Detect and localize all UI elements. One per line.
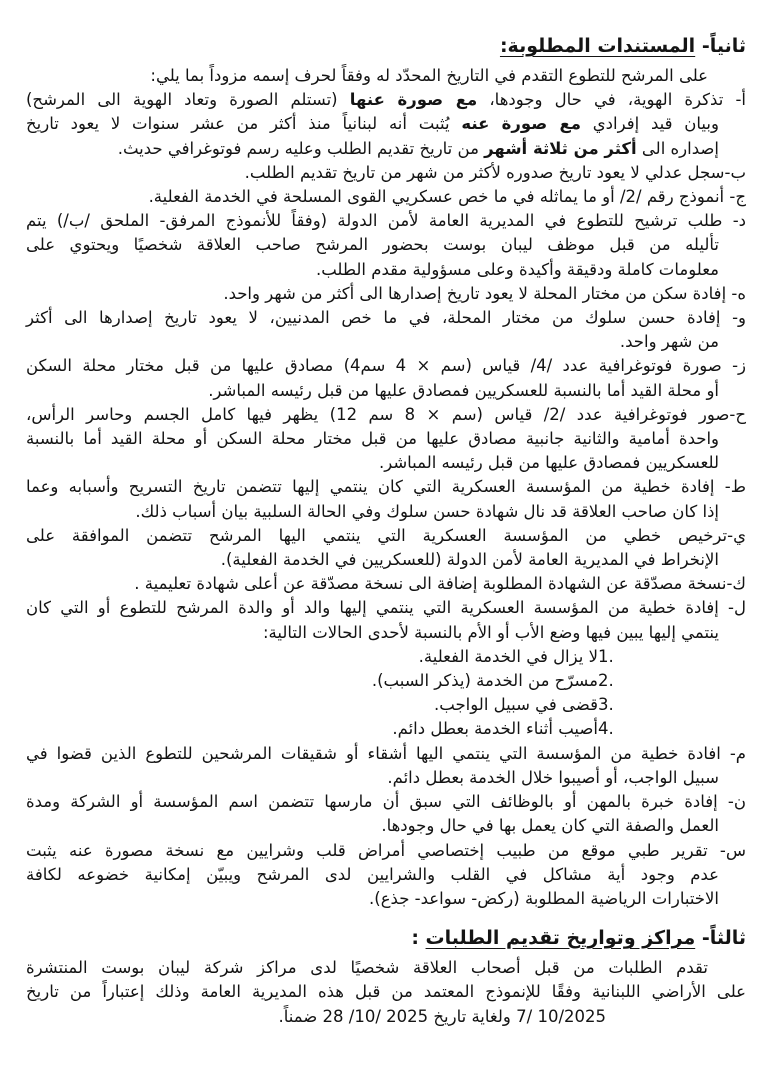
text-segment: إصداره الى: [636, 138, 719, 158]
text-segment: الاختبارات الرياضية المطلوبة (ركض- سواعد- جذع).: [369, 888, 719, 908]
text-segment: على الأراضي اللبنانية وفقًا للإنموذج المعتمد من قبل هذه المديرية العامة وذلك إعتباراً من تاريخ: [26, 982, 746, 1002]
doc-line: [26, 524, 746, 548]
section-three-heading-prefix: ثالثاً-: [695, 927, 746, 950]
text-segment: ينتمي إليها يبين فيها وضع الأب أو الأم بالنسبة لأحدى الحالات التالية:: [262, 622, 719, 642]
doc-line: [26, 282, 746, 306]
doc-line: [26, 621, 746, 645]
text-segment: ولغاية تاريخ: [428, 1006, 517, 1026]
text-segment: الإنخراط في المديرية العامة لأمن الدولة (للعسكريين في الخدمة الفعلية).: [220, 550, 719, 570]
text-segment: ط- إفادة خطية من المؤسسة العسكرية التي كان ينتمي إليها تتضمن تاريخ التسريح وأسبابه وعما: [26, 477, 746, 497]
text-segment: قضى في سبيل الواجب.: [434, 695, 598, 715]
text-segment: واحدة أمامية والثانية جانبية مصادق عليها من قبل مختار محلة السكن أو محلة القيد أما بالنسبة: [26, 429, 719, 449]
text-segment: ي-ترخيص خطي من المؤسسة العسكرية التي ينتمي اليها المرشح تتضمن الموافقة على: [26, 525, 746, 545]
doc-line: [26, 693, 746, 717]
text-segment: ك-نسخة مصدّقة عن الشهادة المطلوبة إضافة الى نسخة مصدّقة عن أعلى شهادة تعليمية .: [134, 574, 746, 594]
text-segment: ه- إفادة سكن من مختار المحلة لا يعود تاريخ إصدارها الى أكثر من شهر واحد.: [223, 283, 746, 303]
text-segment: وبيان قيد إفرادي: [580, 114, 719, 134]
text-segment: ) مصادق عليها من قبل مختار محلة السكن: [26, 356, 351, 376]
doc-line: [26, 330, 746, 354]
doc-line: [26, 451, 746, 475]
text-segment: يُثبت أنه لبنانياً منذ أكثر من عشر سنوات لا يعود تاريخ: [26, 114, 462, 134]
doc-line: [26, 669, 746, 693]
doc-line: [26, 717, 746, 741]
text-segment: أ- تذكرة الهوية، في حال وجودها،: [477, 90, 746, 110]
section-three-heading: [26, 925, 746, 951]
doc-line: [26, 956, 746, 980]
text-segment: تأليله من قبل موظف ليبان بوست بحضور المرشح صاحب العلاقة شخصيًا ويحتوي على: [26, 235, 719, 255]
doc-line: [26, 790, 746, 814]
inline-number: 3.: [598, 695, 619, 715]
doc-line: [26, 64, 746, 88]
doc-line: [26, 306, 746, 330]
doc-line: [26, 887, 746, 911]
text-segment: ب-سجل عدلي لا يعود تاريخ صدوره لأكثر من شهر من تاريخ تقديم الطلب.: [244, 162, 746, 182]
inline-number: 7/ 10/2025: [516, 1006, 606, 1026]
doc-line: [26, 548, 746, 572]
doc-line: [26, 161, 746, 185]
text-segment: أصيب أثناء الخدمة بعطل دائم.: [392, 719, 598, 739]
doc-line: [26, 596, 746, 620]
text-segment: سبيل الواجب، أو أصيبوا خلال الخدمة بعطل دائم.: [387, 767, 719, 787]
text-segment: ل- إفادة خطية من المؤسسة العسكرية التي ينتمي إليها والد أو والدة المرشح للتطوع أو التي كان: [26, 598, 746, 618]
text-segment: ) يظهر فيها كامل الجسم وحاسر الرأس،: [26, 404, 337, 424]
text-segment: ج- أنموذج رقم /2/ أو ما يماثله في ما خص عسكريي القوى المسلحة في الخدمة الفعلية.: [148, 187, 746, 207]
text-segment: م- افادة خطية من المؤسسة التي ينتمي اليها أشقاء أو شقيقات المرشحين للتطوع الذين قضوا في: [26, 743, 746, 763]
text-segment: ضمناً.: [278, 1006, 323, 1026]
text-segment: س- تقرير طبي موقع من طبيب إختصاصي أمراض قلب وشرايين مع نسخة مصورة عنه يثبت: [26, 840, 746, 860]
doc-line: [26, 137, 746, 161]
doc-line: [26, 1005, 746, 1029]
text-segment: على المرشح للتطوع التقدم في التاريخ المحدّد له وفقاً لحرف إسمه مزوداً بما يلي:: [150, 66, 708, 85]
text-segment: مع صورة عنها: [349, 90, 478, 110]
section-two-heading: [26, 33, 746, 59]
text-segment: معلومات كاملة ودقيقة وأكيدة وعلى مسؤولية مقدم الطلب.: [315, 259, 719, 279]
inline-number: 1.: [598, 646, 619, 666]
text-segment: مع صورة عنه: [461, 114, 581, 134]
doc-line: [26, 814, 746, 838]
text-segment: أكثر من ثلاثة أشهر: [484, 138, 637, 158]
doc-line: [26, 209, 746, 233]
text-segment: أو محلة القيد أما بالنسبة للعسكريين فمصادق عليها من قبل رئيسه المباشر.: [208, 380, 719, 400]
doc-line: [26, 233, 746, 257]
section-two-heading-title: المستندات المطلوبة:: [499, 35, 696, 57]
text-segment: للعسكريين فمصادق عليها من قبل رئيسه المباشر.: [378, 453, 719, 473]
text-segment: ح-صور فوتوغرافية عدد /2/ قياس (: [476, 404, 746, 424]
section-three-heading-colon: :: [411, 927, 426, 950]
doc-line: [26, 403, 746, 427]
doc-line: [26, 379, 746, 403]
doc-line: [26, 742, 746, 766]
doc-line: [26, 112, 746, 136]
doc-line: [26, 645, 746, 669]
section-three-lines: [26, 956, 746, 1029]
section-three-heading-title: مراكز وتواريخ تقديم الطلبات: [425, 927, 696, 950]
doc-line: [26, 500, 746, 524]
text-segment: من تاريخ تقديم الطلب وعليه رسم فوتوغرافي حديث.: [117, 138, 485, 158]
doc-line: [26, 427, 746, 451]
text-segment: ز- صورة فوتوغرافية عدد /4/ قياس (: [465, 356, 746, 376]
doc-line: [26, 475, 746, 499]
doc-line: [26, 766, 746, 790]
doc-line: [26, 572, 746, 596]
doc-line: [26, 185, 746, 209]
doc-line: [26, 839, 746, 863]
text-segment: لا يزال في الخدمة الفعلية.: [418, 646, 598, 666]
text-segment: ن- إفادة خبرة بالمهن أو بالوظائف التي سبق أن مارسها تتضمن اسم المؤسسة أو الشركة ومدة: [26, 792, 746, 812]
doc-line: [26, 258, 746, 282]
inline-number: 28 /10/ 2025: [322, 1006, 429, 1026]
text-segment: من شهر واحد.: [619, 332, 719, 352]
text-segment: و- إفادة حسن سلوك من مختار المحلة، في ما خص المدنيين، لا يعود تاريخ إصدارها الى أكثر: [26, 308, 746, 328]
text-segment: العمل والصفة التي كان يعمل بها في حال وجودها.: [381, 816, 719, 836]
text-segment: إذا كان صاحب العلاقة قد نال شهادة حسن سلوك وفي الحالة السلبية بيان أسباب ذلك.: [135, 501, 719, 521]
text-segment: د- طلب ترشيح للتطوع في المديرية العامة لأمن الدولة (وفقاً للأنموذج المرفق- الملحق /ب/) يتم: [26, 211, 746, 231]
text-segment: مسرّح من الخدمة (يذكر السبب).: [371, 671, 598, 691]
section-two-heading-prefix: ثانياً-: [695, 35, 746, 57]
doc-line: [26, 980, 746, 1004]
text-segment: عدم وجود أية مشاكل في القلب والشرايين لدى المرشح ويبيّن إمكانية خضوعه لكافة: [26, 864, 719, 884]
section-two-lines: [26, 64, 746, 911]
doc-line: [26, 354, 746, 378]
inline-number: 4سم × 4 سم: [350, 356, 466, 376]
document-body: [26, 33, 746, 1029]
inline-number: 4.: [598, 719, 619, 739]
inline-number: 2.: [598, 671, 619, 691]
inline-number: 12 سم × 8 سم: [336, 404, 477, 424]
doc-line: [26, 863, 746, 887]
text-segment: (تستلم الصورة وتعاد الهوية الى المرشح): [26, 90, 350, 110]
text-segment: تقدم الطلبات من قبل أصحاب العلاقة شخصيًا لدى مراكز شركة ليبان بوست المنتشرة: [26, 958, 708, 978]
doc-line: [26, 88, 746, 112]
